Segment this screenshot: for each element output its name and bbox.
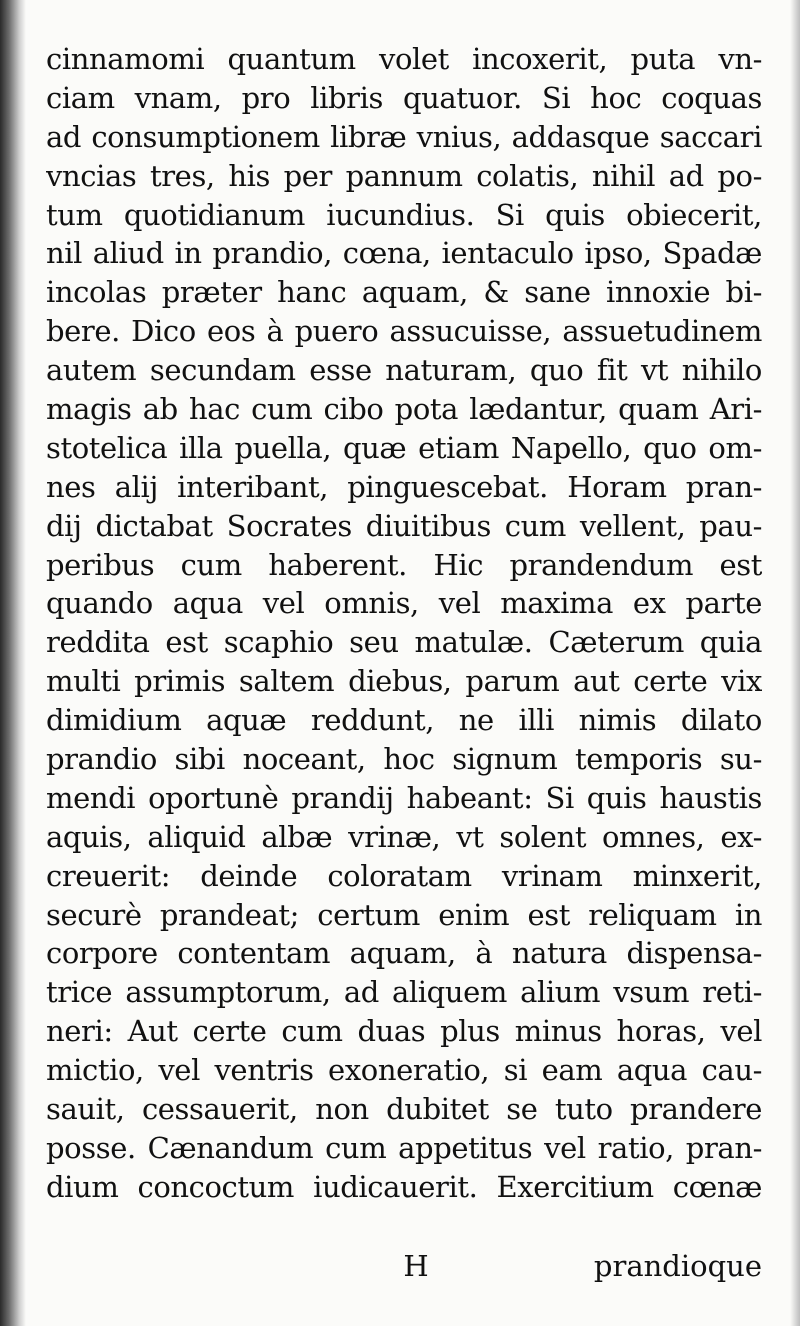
text-line-18: dimidium aquæ reddunt, ne illi nimis dilato [46, 703, 762, 738]
page-footer [46, 1246, 762, 1286]
text-line-21: aquis, aliquid albæ vrinæ, vt solent omnes, ex- [46, 819, 762, 854]
text-line-29: posse. Cænandum cum appetitus vel ratio, pran- [46, 1130, 762, 1165]
text-line-26: neri: Aut certe cum duas plus minus horas, vel [46, 1014, 762, 1049]
text-line-19: prandio sibi noceant, hoc signum temporis su- [46, 742, 762, 777]
text-line-13: dij dictabat Socrates diuitibus cum vellent, pau- [46, 508, 762, 543]
signature-mark: H [403, 1249, 429, 1283]
text-line-2: ciam vnam, pro libris quatuor. Si hoc coquas [46, 80, 762, 115]
text-line-7: incolas præter hanc aquam, & sane innoxie bi- [46, 275, 762, 310]
text-line-24: corpore contentam aquam, à natura dispensa- [46, 936, 762, 971]
text-line-20: mendi oportunè prandij habeant: Si quis haustis [46, 780, 762, 815]
text-line-16: reddita est scaphio seu matulæ. Cæterum quia [46, 625, 762, 660]
gutter-shadow [0, 0, 26, 1326]
text-line-3: ad consumptionem libræ vnius, addasque saccari [46, 119, 762, 154]
text-line-10: magis ab hac cum cibo pota lædantur, quam Ari- [46, 392, 762, 427]
text-line-17: multi primis saltem diebus, parum aut certe vix [46, 664, 762, 699]
text-line-14: peribus cum haberent. Hic prandendum est [46, 547, 762, 582]
text-line-5: tum quotidianum iucundius. Si quis obiecerit, [46, 197, 762, 232]
text-line-28: sauit, cessauerit, non dubitet se tuto prandere [46, 1092, 762, 1127]
text-line-15: quando aqua vel omnis, vel maxima ex parte [46, 586, 762, 621]
text-line-22: creuerit: deinde coloratam vrinam minxerit, [46, 858, 762, 893]
text-line-8: bere. Dico eos à puero assucuisse, assuetudinem [46, 314, 762, 349]
catchword: prandioque [593, 1249, 762, 1283]
text-line-9: autem secundam esse naturam, quo fit vt nihilo [46, 353, 762, 388]
text-line-6: nil aliud in prandio, cœna, ientaculo ipso, Spadæ [46, 236, 762, 271]
text-line-27: mictio, vel ventris exoneratio, si eam aqua cau- [46, 1053, 762, 1088]
text-line-30: dium concoctum iudicauerit. Exercitium cœnæ [46, 1169, 762, 1204]
text-line-1: cinnamomi quantum volet incoxerit, puta vn- [46, 42, 762, 76]
page-edge [790, 0, 800, 1326]
text-line-11: stotelica illa puella, quæ etiam Napello, quo om- [46, 430, 762, 465]
body-text [46, 40, 762, 1207]
text-line-12: nes alij interibant, pinguescebat. Horam pran- [46, 469, 762, 504]
text-line-23: securè prandeat; certum enim est reliquam in [46, 897, 762, 932]
text-line-4: vncias tres, his per pannum colatis, nihil ad po- [46, 158, 762, 193]
text-line-25: trice assumptorum, ad aliquem alium vsum reti- [46, 975, 762, 1010]
